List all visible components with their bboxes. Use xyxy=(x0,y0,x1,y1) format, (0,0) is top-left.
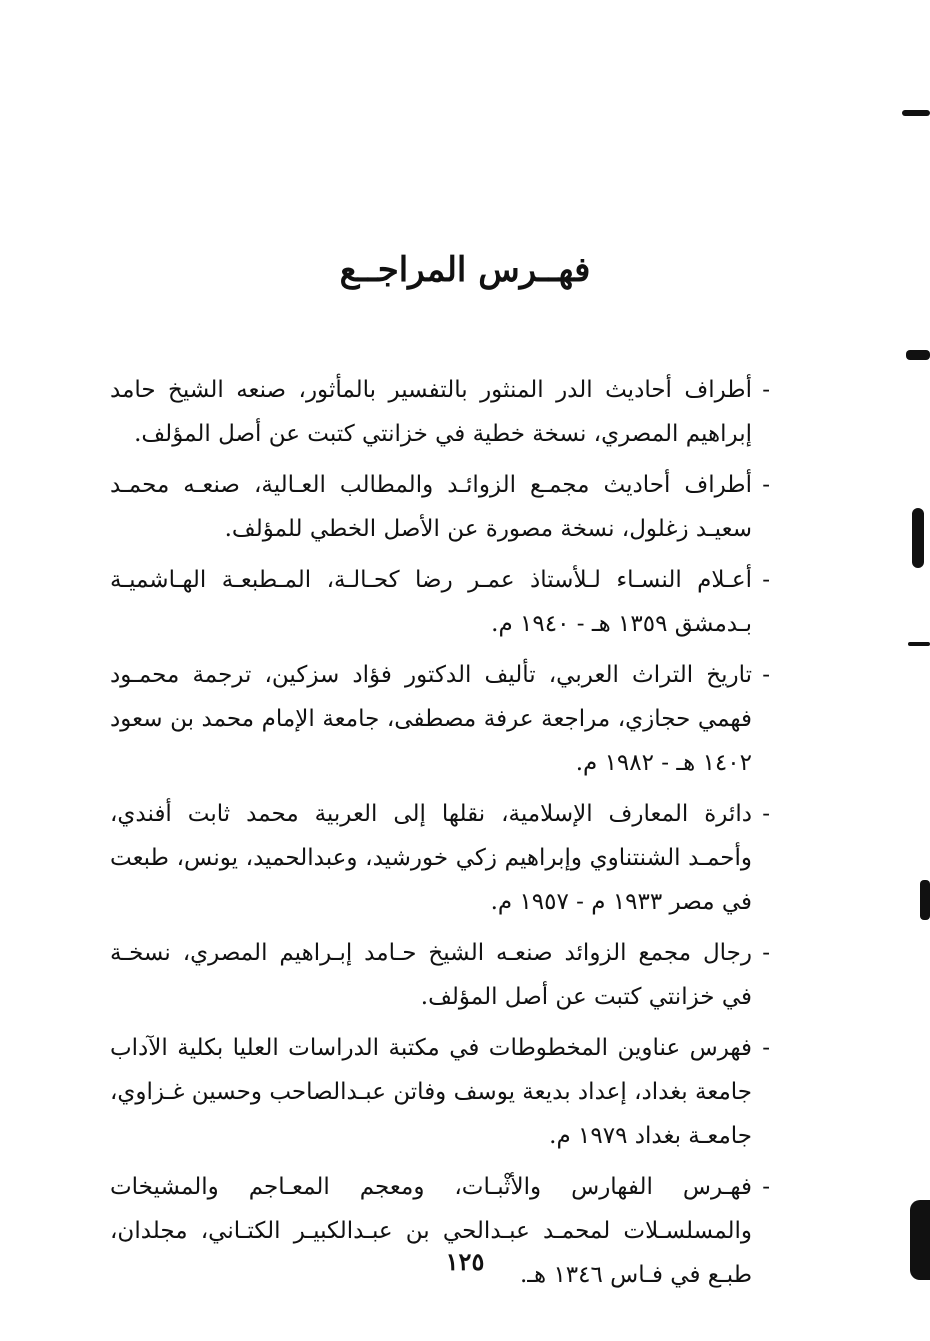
reference-item xyxy=(110,368,770,456)
page-title: فهــرس المراجــع xyxy=(339,250,591,290)
reference-text: أعـلام النسـاء لـلأستاذ عمـر رضا كحـالـة، المـطبعـة الهـاشميـة بـدمشق ١٣٥٩ هـ - ١٩٤٠ م. xyxy=(110,567,752,637)
reference-item xyxy=(110,931,770,1019)
references-list xyxy=(110,368,770,1304)
reference-text: أطراف أحاديث مجمـع الزوائـد والمطالب العـالية، صنعـه محمـد سعيـد زغلول، نسخة مصورة عن الأصل الخطي للمؤلف. xyxy=(110,472,752,542)
reference-dash: - xyxy=(762,472,770,498)
reference-dash: - xyxy=(762,1174,770,1200)
reference-item xyxy=(110,558,770,646)
scan-edge-mark xyxy=(906,350,930,360)
reference-item xyxy=(110,792,770,924)
reference-item xyxy=(110,653,770,785)
page-number: ١٢٥ xyxy=(445,1247,485,1276)
reference-text: تاريخ التراث العربي، تأليف الدكتور فؤاد سزكين، ترجمة محمـود فهمي حجازي، مراجعة عرفة مصطفى، جامعة الإمام محمد بن سعود ١٤٠٢ هـ - ١٩٨٢ م. xyxy=(110,662,752,776)
reference-dash: - xyxy=(762,377,770,403)
scan-edge-mark xyxy=(902,110,930,116)
reference-text: فهـرس الفهارس والأثْبـات، ومعجم المعـاجم والمشيخات والمسلسـلات لمحمـد عبـدالحي بن عبـدالكبيـر الكتـاني، مجلدان، طبـع في فـاس ١٣٤٦ هـ. xyxy=(110,1174,752,1288)
reference-dash: - xyxy=(762,940,770,966)
reference-item xyxy=(110,463,770,551)
reference-text: أطراف أحاديث الدر المنثور بالتفسير بالمأثور، صنعه الشيخ حامد إبراهيم المصري، نسخة خطية في خزانتي كتبت عن أصل المؤلف. xyxy=(110,377,752,447)
scan-edge-mark xyxy=(908,642,930,646)
reference-dash: - xyxy=(762,801,770,827)
reference-dash: - xyxy=(762,567,770,593)
reference-item xyxy=(110,1165,770,1297)
reference-text: رجال مجمع الزوائد صنعـه الشيخ حـامد إبـراهيم المصري، نسخـة في خزانتي كتبت عن أصل المؤلف. xyxy=(110,940,752,1010)
scan-edge-mark xyxy=(920,880,930,920)
reference-dash: - xyxy=(762,662,770,688)
reference-text: فهرس عناوين المخطوطات في مكتبة الدراسات العليا بكلية الآداب جامعة بغداد، إعداد بديعة يوسف وفاتن عبـدالصاحب وحسين غـزاوي، جامعـة بغداد ١٩٧٩ م. xyxy=(110,1035,752,1149)
reference-dash: - xyxy=(762,1035,770,1061)
scan-edge-mark xyxy=(912,508,924,568)
reference-item xyxy=(110,1026,770,1158)
reference-text: دائرة المعارف الإسلامية، نقلها إلى العربية محمد ثابت أفندي، وأحمـد الشنتناوي وإبراهيم زكي خورشيد، وعبدالحميد، يونس، طبعت في مصر ١٩٣٣ م - ١٩٥٧ م. xyxy=(110,801,752,915)
